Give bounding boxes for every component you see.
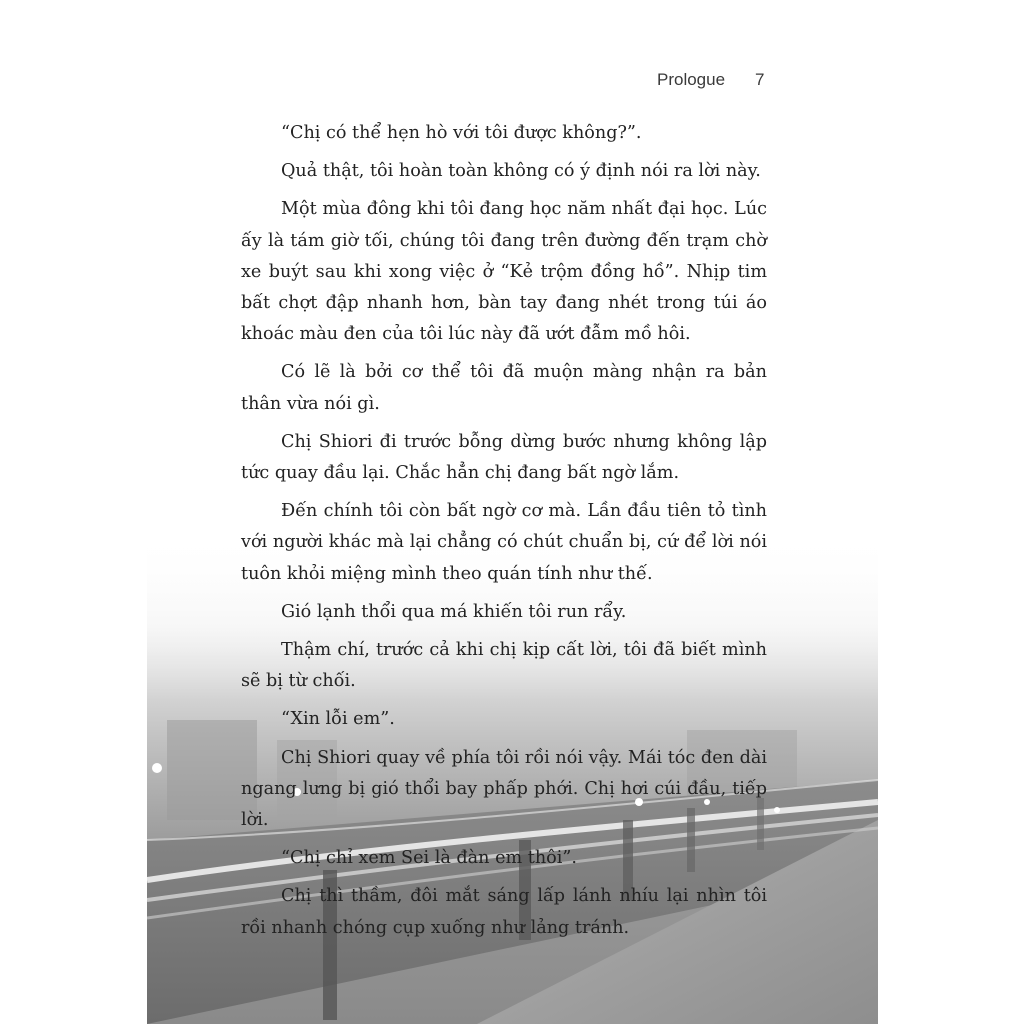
- paragraph: Một mùa đông khi tôi đang học năm nhất đại học. Lúc ấy là tám giờ tối, chúng tôi đang trên đường đến trạm chờ xe buýt sau khi xong việc ở “Kẻ trộm đồng hồ”. Nhịp tim bất chợt đập nhanh hơn, bàn tay đang nhét trong túi áo khoác màu đen của tôi lúc này đã ướt đẫm mồ hôi.: [241, 199, 767, 345]
- body-text: [241, 118, 767, 951]
- paragraph: Thậm chí, trước cả khi chị kịp cất lời, tôi đã biết mình sẽ bị từ chối.: [241, 640, 767, 692]
- paragraph: Quả thật, tôi hoàn toàn không có ý định nói ra lời này.: [281, 161, 761, 182]
- paragraph: “Chị chỉ xem Sei là đàn em thôi”.: [281, 848, 577, 869]
- running-header: [657, 70, 767, 96]
- chapter-title: Prologue: [657, 70, 726, 89]
- paragraph: “Chị có thể hẹn hò với tôi được không?”.: [281, 123, 642, 143]
- paragraph: Có lẽ là bởi cơ thể tôi đã muộn màng nhận ra bản thân vừa nói gì.: [241, 362, 767, 414]
- paragraph: Đến chính tôi còn bất ngờ cơ mà. Lần đầu tiên tỏ tình với người khác mà lại chẳng có chút chuẩn bị, cứ để lời nói tuôn khỏi miệng mình theo quán tính như thế.: [241, 501, 767, 584]
- paragraph: “Xin lỗi em”.: [281, 709, 395, 730]
- paragraph: Gió lạnh thổi qua má khiến tôi run rẩy.: [281, 601, 627, 622]
- book-page: [147, 0, 878, 1024]
- paragraph: Chị Shiori đi trước bỗng dừng bước nhưng không lập tức quay đầu lại. Chắc hẳn chị đang bất ngờ lắm.: [241, 431, 767, 484]
- page-number: 7: [755, 70, 765, 89]
- paragraph: Chị Shiori quay về phía tôi rồi nói vậy. Mái tóc đen dài ngang lưng bị gió thổi bay phấp phới. Chị hơi cúi đầu, tiếp lời.: [241, 747, 767, 831]
- paragraph: Chị thì thầm, đôi mắt sáng lấp lánh nhíu lại nhìn tôi rồi nhanh chóng cụp xuống như lảng tránh.: [241, 886, 767, 938]
